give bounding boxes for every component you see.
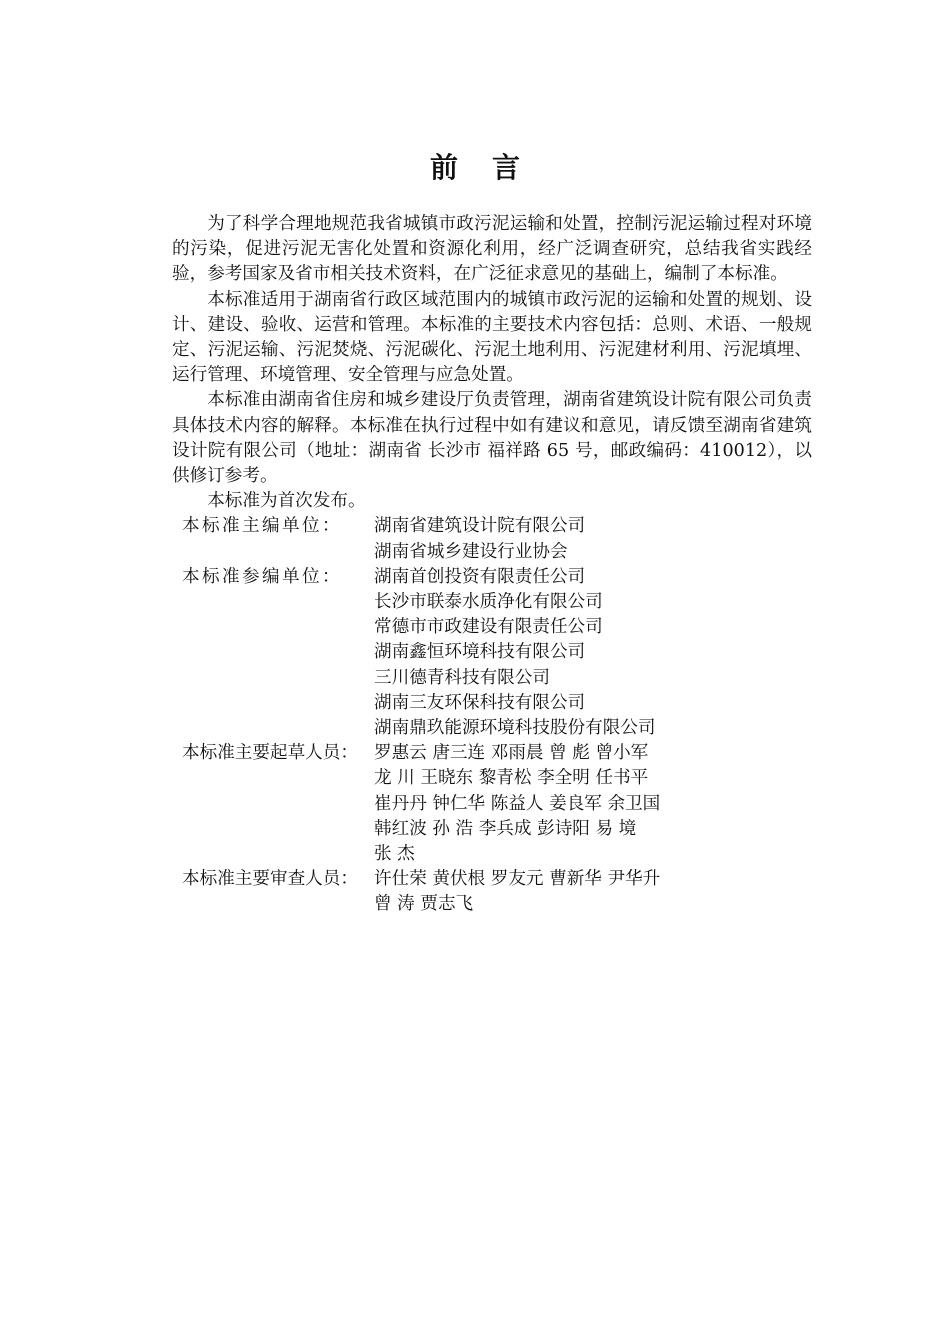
participating-units-list [374, 565, 812, 741]
drafters-label: 本标准主要起草人员： [182, 743, 358, 764]
participating-units-label: 本标准参编单位： [182, 566, 342, 587]
chief-unit-item: 湖南省建筑设计院有限公司 [374, 516, 586, 537]
drafters-line: 罗惠云 唐三连 邓雨晨 曾 彪 曾小军 [374, 743, 649, 764]
reviewers-line: 曾 涛 贾志飞 [374, 894, 474, 915]
paragraph-purpose: 为了科学合理地规范我省城镇市政污泥运输和处置，控制污泥运输过程对环境的污染，促进污泥无害化处置和资源化利用，经广泛调查研究，总结我省实践经验，参考国家及省市相关技术资料，在广泛征求意见的基础上，编制了本标准。 [172, 214, 812, 285]
chief-units-label: 本标准主编单位： [182, 516, 342, 537]
drafters-line: 龙 川 王晓东 黎青松 李全明 任书平 [374, 768, 649, 789]
page-title [0, 146, 950, 186]
paragraph-first-release: 本标准为首次发布。 [207, 491, 366, 512]
title-char-2: 言 [492, 151, 521, 184]
participating-unit-item: 湖南三友环保科技有限公司 [374, 692, 586, 713]
participating-unit-item: 常德市市政建设有限责任公司 [374, 617, 603, 638]
paragraph-scope: 本标准适用于湖南省行政区域范围内的城镇市政污泥的运输和处置的规划、设计、建设、验收、运营和管理。本标准的主要技术内容包括：总则、术语、一般规定、污泥运输、污泥焚烧、污泥碳化、污泥土地利用、污泥建材利用、污泥填埋、运行管理、环境管理、安全管理与应急处置。 [172, 289, 812, 386]
chief-units-list [374, 514, 812, 564]
participating-unit-item: 湖南首创投资有限责任公司 [374, 566, 586, 587]
paragraph-management: 本标准由湖南省住房和城乡建设厅负责管理，湖南省建筑设计院有限公司负责具体技术内容的解释。本标准在执行过程中如有建议和意见，请反馈至湖南省建筑设计院有限公司（地址：湖南省 长沙市 福祥路 65 号，邮政编码：410012），以供修订参考。 [172, 390, 812, 487]
drafters-line: 韩红波 孙 浩 李兵成 彭诗阳 易 境 [374, 818, 637, 839]
drafters-line: 崔丹丹 钟仁华 陈益人 姜良军 余卫国 [374, 793, 661, 814]
reviewers-label: 本标准主要审查人员： [182, 869, 358, 890]
participating-unit-item: 湖南鑫恒环境科技有限公司 [374, 642, 586, 663]
title-char-1: 前 [429, 151, 458, 184]
participating-unit-item: 湖南鼎玖能源环境科技股份有限公司 [374, 718, 656, 739]
reviewers-section [172, 867, 812, 917]
reviewers-list [374, 867, 812, 917]
participating-unit-item: 长沙市联泰水质净化有限公司 [374, 592, 603, 613]
chief-unit-item: 湖南省城乡建设行业协会 [374, 541, 568, 562]
participating-units-section [172, 565, 812, 741]
drafters-section [172, 741, 812, 867]
drafters-list [374, 741, 812, 867]
reviewers-line: 许仕荣 黄伏根 罗友元 曹新华 尹华升 [374, 869, 661, 890]
chief-units-section [172, 514, 812, 564]
preface-body [172, 212, 812, 918]
participating-unit-item: 三川德青科技有限公司 [374, 667, 550, 688]
drafters-line: 张 杰 [374, 844, 415, 865]
